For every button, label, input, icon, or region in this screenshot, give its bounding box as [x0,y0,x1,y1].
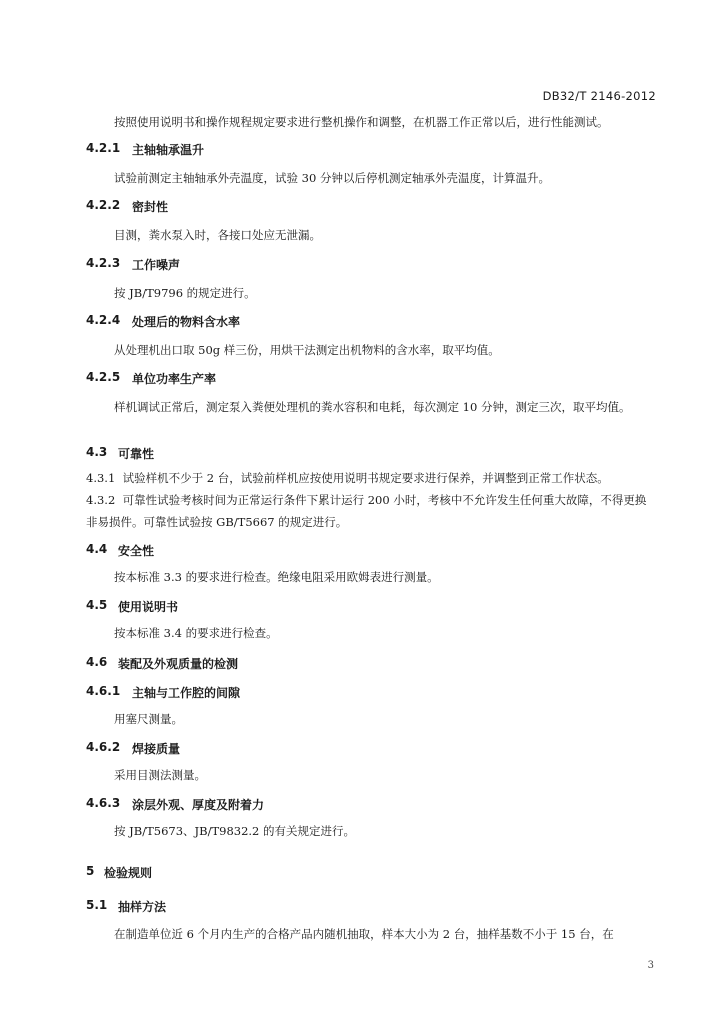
paragraph-4-6-2: 采用目测法测量。 [114,768,206,782]
clause-text: 试验样机不少于 2 台，试验前样机应按使用说明书规定要求进行保养，并调整到正常工作状态。 [122,471,609,485]
section-number: 4.2.5 [86,370,121,384]
paragraph-4-6-3: 按 JB/T5673、JB/T9832.2 的有关规定进行。 [114,824,356,838]
section-number: 4.5 [86,598,108,612]
paragraph-4-2-3: 按 JB/T9796 的规定进行。 [114,286,256,300]
paragraph-4-2-1: 试验前测定主轴轴承外壳温度，试验 30 分钟以后停机测定轴承外壳温度，计算温升。 [114,171,550,185]
section-title: 主轴轴承温升 [132,143,205,157]
section-number: 5.1 [86,898,108,912]
section-title: 装配及外观质量的检测 [118,657,239,671]
paragraph-4-6-1: 用塞尺测量。 [114,712,183,726]
paragraph-4-4: 按本标准 3.3 的要求进行检查。绝缘电阻采用欧姆表进行测量。 [114,570,439,584]
section-title: 抽样方法 [118,900,167,914]
section-title: 使用说明书 [118,600,179,614]
paragraph-5-1: 在制造单位近 6 个月内生产的合格产品内随机抽取，样本大小为 2 台，抽样基数不小于 15 台，在 [114,927,614,941]
clause-number: 4.3.1 [86,471,116,485]
paragraph-4-2-2: 目测，粪水泵入时，各接口处应无泄漏。 [114,228,321,242]
paragraph-4-5: 按本标准 3.4 的要求进行检查。 [114,626,278,640]
clause-number: 4.3.2 [86,493,116,507]
section-title: 焊接质量 [132,742,181,756]
section-title: 检验规则 [104,866,153,880]
section-number: 5 [86,864,95,878]
paragraph-4-3-1 [86,467,656,489]
section-number: 4.4 [86,542,108,556]
paragraph-4-2-5: 样机调试正常后，测定泵入粪便处理机的粪水容积和电耗，每次测定 10 分钟，测定三次，取平均值。 [114,400,631,414]
document-code: DB32/T 2146-2012 [542,89,656,103]
section-title: 涂层外观、厚度及附着力 [132,798,265,812]
section-number: 4.2.3 [86,256,121,270]
section-number: 4.6.1 [86,684,121,698]
paragraph-4-3-2 [86,489,656,533]
paragraph-4-2-4: 从处理机出口取 50g 样三份，用烘干法测定出机物料的含水率，取平均值。 [114,343,500,357]
section-number: 4.2.2 [86,198,121,212]
section-title: 工作噪声 [132,258,181,272]
section-title: 密封性 [132,200,169,214]
section-number: 4.3 [86,445,108,459]
section-title: 安全性 [118,544,155,558]
section-title: 处理后的物料含水率 [132,315,241,329]
section-title: 主轴与工作腔的间隙 [132,686,241,700]
section-number: 4.6.2 [86,740,121,754]
section-number: 4.6 [86,655,108,669]
clause-text: 可靠性试验考核时间为正常运行条件下累计运行 200 小时，考核中不允许发生任何重大故障，不得更换非易损件。可靠性试验按 GB/T5667 的规定进行。 [86,493,647,529]
section-number: 4.2.4 [86,313,121,327]
intro-paragraph: 按照使用说明书和操作规程规定要求进行整机操作和调整，在机器工作正常以后，进行性能测试。 [114,115,609,129]
section-title: 可靠性 [118,447,155,461]
section-title: 单位功率生产率 [132,372,217,386]
section-number: 4.6.3 [86,796,121,810]
section-number: 4.2.1 [86,141,121,155]
page-number: 3 [647,960,654,971]
